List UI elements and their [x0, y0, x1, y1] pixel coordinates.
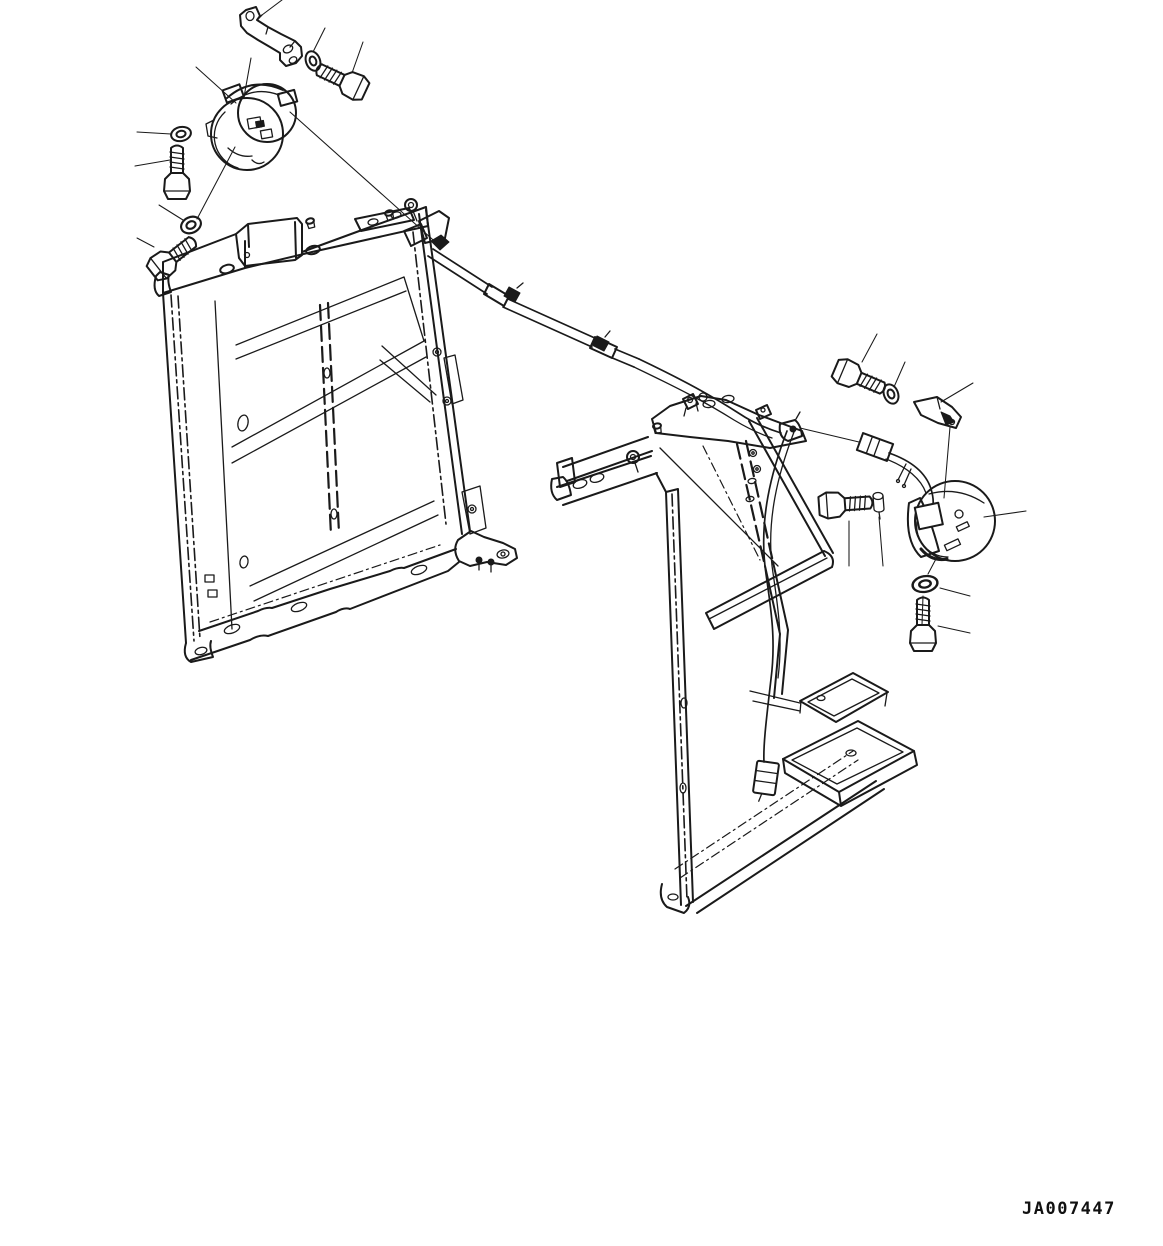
- washer: [911, 574, 938, 594]
- figure-code: JA007447: [1022, 1199, 1116, 1219]
- pillar-hole: [324, 368, 330, 378]
- bolt-boss: [653, 423, 663, 434]
- mounting-bracket-left: [240, 7, 302, 66]
- pillar-hole: [331, 509, 337, 519]
- frame-foot-bracket: [455, 531, 517, 572]
- washer: [170, 125, 192, 143]
- wiring-harness: [428, 249, 802, 441]
- panel-hole: [239, 555, 249, 568]
- hidden-edge: [178, 296, 200, 639]
- leader-lines: [135, 0, 1026, 633]
- leader-line: [879, 517, 883, 566]
- horn-terminal-box: [915, 503, 943, 530]
- leader-line: [938, 626, 970, 633]
- frame-step-lower: [783, 721, 917, 806]
- frame-bottom-sill: [199, 549, 456, 631]
- panel-fold: [215, 301, 232, 629]
- leader-line: [258, 0, 282, 18]
- leader-line: [894, 362, 905, 387]
- washer: [881, 382, 901, 406]
- leader-line: [940, 588, 970, 596]
- leader-line: [135, 160, 170, 166]
- bolt-boss: [305, 217, 315, 228]
- leader-line: [137, 132, 171, 134]
- leader-line: [352, 42, 363, 73]
- harness-clamp: [683, 394, 698, 409]
- leader-line: [984, 511, 1026, 517]
- wiring-connector: [857, 433, 893, 461]
- washer: [178, 214, 203, 237]
- spacer: [873, 493, 884, 520]
- leader-line: [313, 28, 325, 52]
- plate-hole: [219, 263, 235, 275]
- hex-bolt: [144, 230, 202, 283]
- left-horn-assembly: [144, 7, 371, 283]
- frame-foot-left: [185, 641, 213, 662]
- pillar-tab: [205, 575, 214, 582]
- sill-hole: [290, 601, 308, 614]
- leader-line: [941, 383, 973, 402]
- frame-arm: [557, 437, 657, 505]
- frame-a-pillar: [419, 210, 470, 534]
- frame-center-pillar-lower: [765, 562, 788, 698]
- arm-end-plate: [557, 458, 575, 487]
- leader-line: [159, 205, 183, 220]
- leader-line: [197, 147, 235, 219]
- leader-line: [800, 428, 859, 442]
- right-cab-frame: [551, 393, 917, 913]
- foot-hole: [668, 894, 678, 900]
- hex-bolt: [164, 146, 190, 200]
- mounting-bracket-right: [914, 397, 961, 428]
- hex-bolt: [818, 489, 873, 519]
- frame-bottom-sill: [686, 781, 884, 913]
- arm-hole: [589, 472, 605, 484]
- washer: [303, 49, 323, 73]
- leader-line: [137, 238, 154, 247]
- right-horn-assembly: [818, 356, 995, 651]
- hex-bolt: [830, 356, 889, 401]
- horn-left: [206, 84, 297, 170]
- leader-line: [862, 334, 877, 362]
- horn-right: [908, 481, 995, 561]
- frame-left-pillar: [656, 473, 693, 905]
- assembly-axis-line: [944, 427, 950, 498]
- frame-mid-pillar: [320, 303, 339, 535]
- leader-line: [196, 67, 236, 103]
- pillar-tab: [208, 590, 217, 597]
- frame-foot: [661, 884, 690, 913]
- leader-line: [290, 112, 441, 247]
- wire-connector-block: [752, 761, 779, 804]
- panel-hole: [236, 414, 249, 432]
- hidden-edge: [675, 751, 858, 878]
- frame-hinge: [355, 199, 449, 250]
